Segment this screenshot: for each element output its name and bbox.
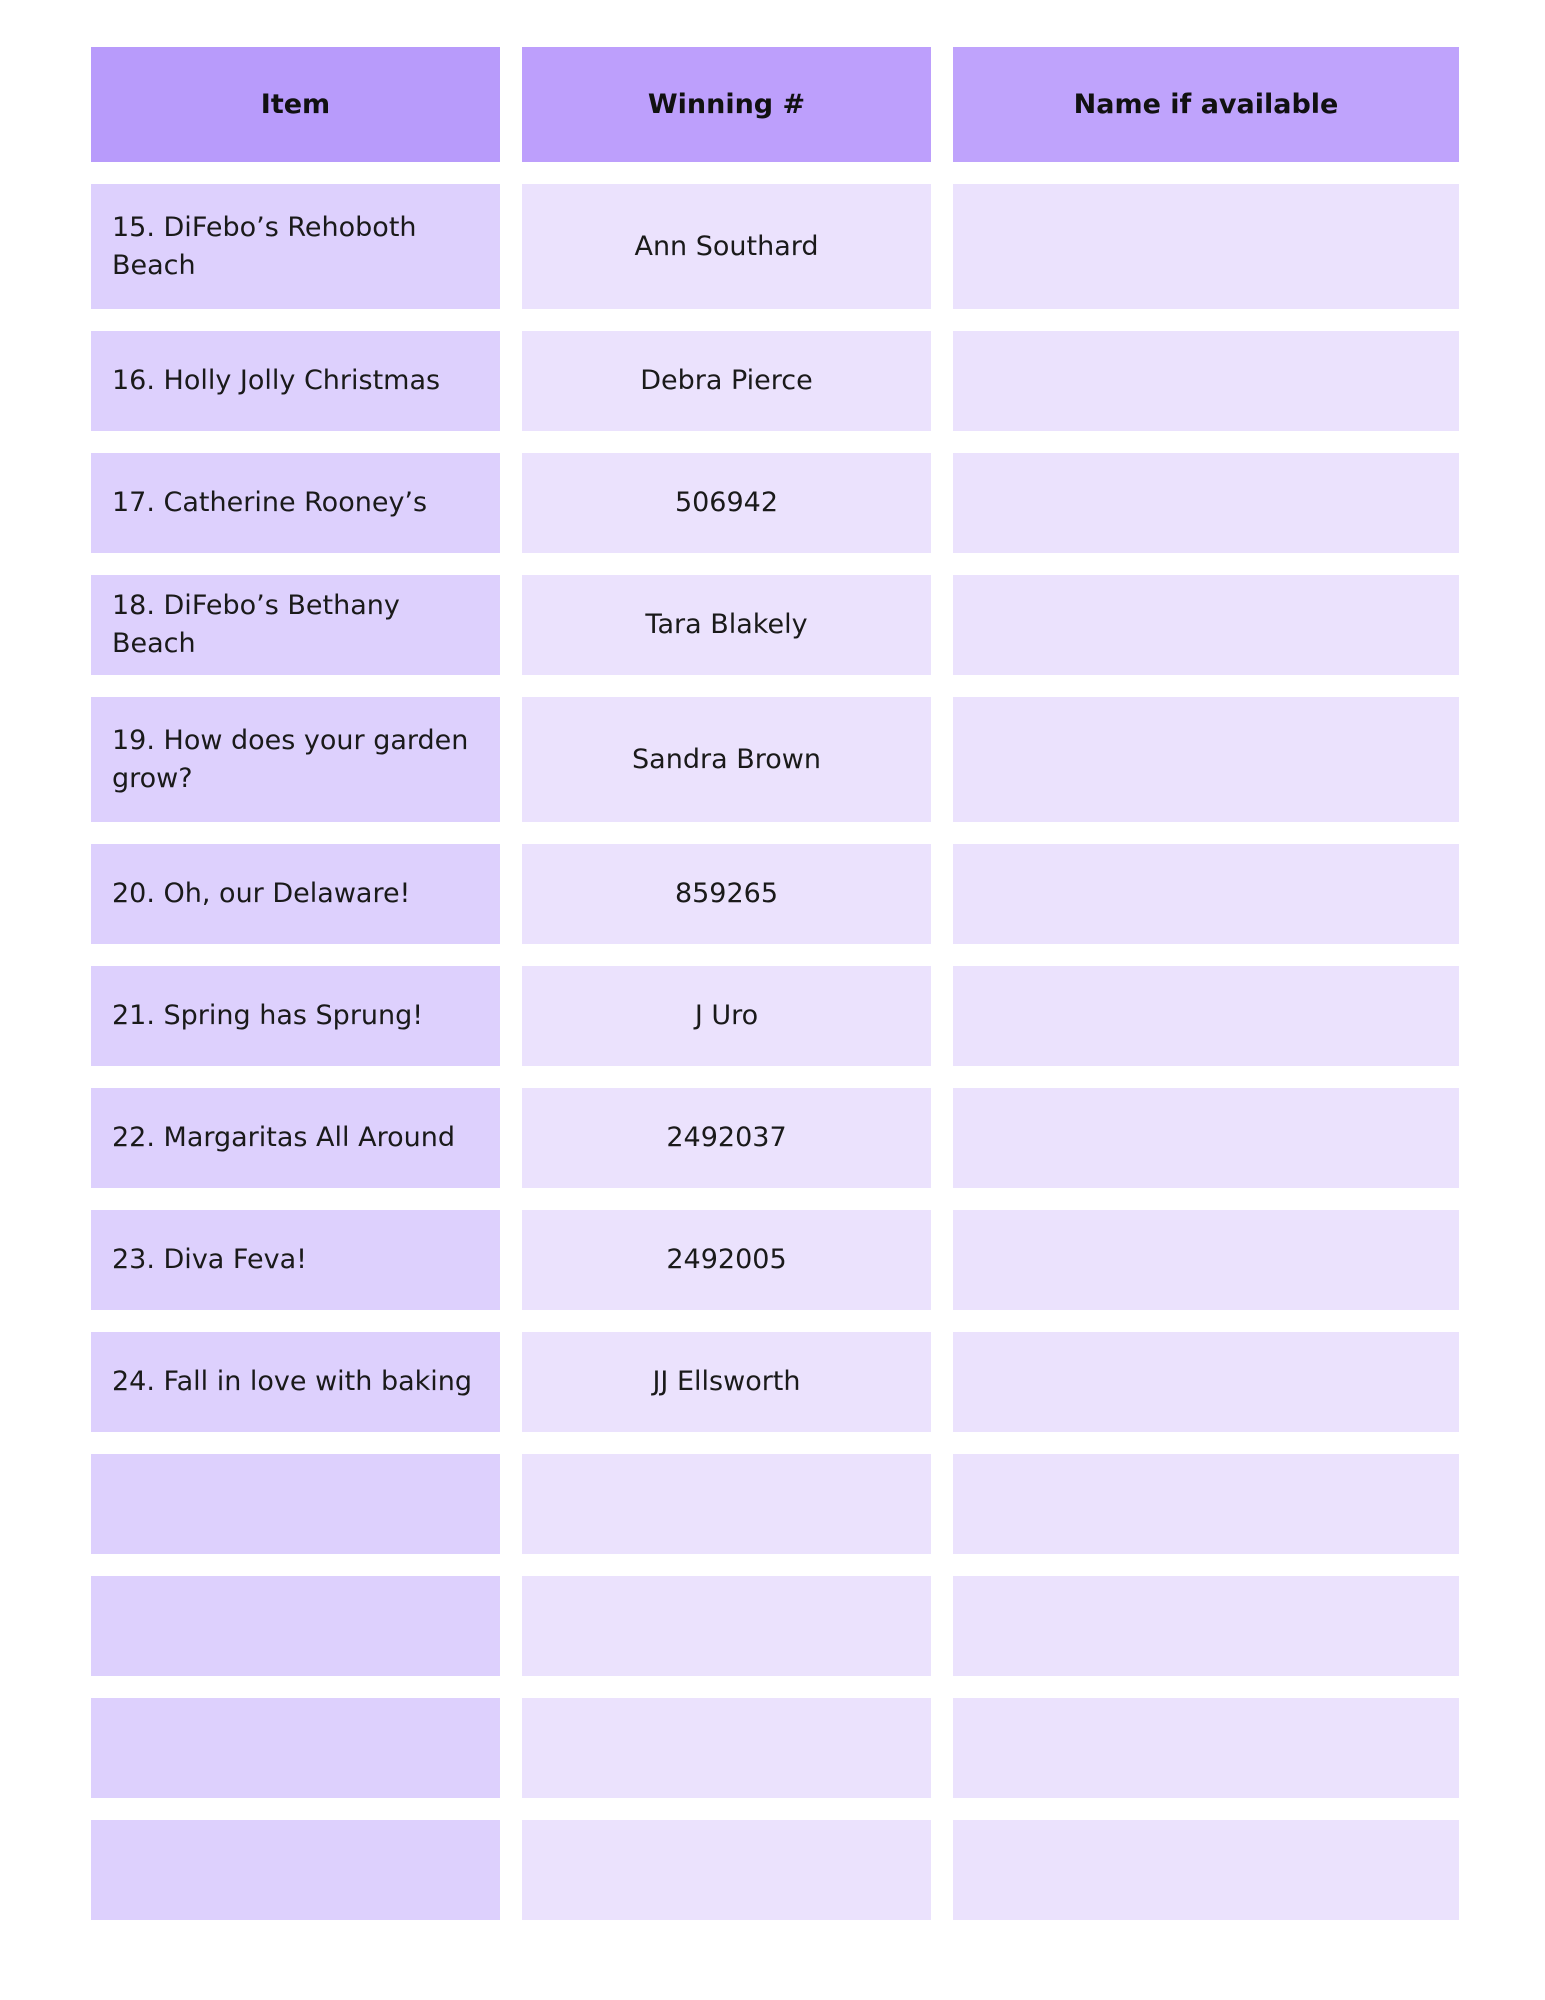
table-row: [91, 1820, 1459, 1920]
item-cell: [91, 1576, 500, 1676]
table-row: [91, 331, 1459, 431]
winning-cell: Debra Pierce: [522, 331, 931, 431]
item-cell: 19. How does your garden grow?: [91, 697, 500, 822]
name-cell: [953, 184, 1459, 309]
winners-table: [91, 47, 1459, 1942]
table-row: [91, 1454, 1459, 1554]
name-cell: [953, 1820, 1459, 1920]
name-cell: [953, 453, 1459, 553]
name-cell: [953, 1576, 1459, 1676]
table-row: [91, 575, 1459, 675]
table-row: [91, 844, 1459, 944]
header-item: Item: [91, 47, 500, 162]
header-name-if-available: Name if available: [953, 47, 1459, 162]
name-cell: [953, 1210, 1459, 1310]
table-row: [91, 966, 1459, 1066]
winning-cell: 506942: [522, 453, 931, 553]
winning-cell: [522, 1820, 931, 1920]
winning-cell: Ann Southard: [522, 184, 931, 309]
winning-cell: [522, 1698, 931, 1798]
name-cell: [953, 1698, 1459, 1798]
table-body: [91, 184, 1459, 1920]
item-cell: 17. Catherine Rooney’s: [91, 453, 500, 553]
winning-cell: Tara Blakely: [522, 575, 931, 675]
item-cell: 22. Margaritas All Around: [91, 1088, 500, 1188]
table-row: [91, 697, 1459, 822]
item-cell: 23. Diva Feva!: [91, 1210, 500, 1310]
item-cell: [91, 1698, 500, 1798]
winning-cell: [522, 1576, 931, 1676]
name-cell: [953, 1332, 1459, 1432]
item-cell: 18. DiFebo’s Bethany Beach: [91, 575, 500, 675]
winning-cell: 859265: [522, 844, 931, 944]
winning-cell: JJ Ellsworth: [522, 1332, 931, 1432]
item-cell: 24. Fall in love with baking: [91, 1332, 500, 1432]
winning-cell: 2492005: [522, 1210, 931, 1310]
name-cell: [953, 1088, 1459, 1188]
winning-cell: Sandra Brown: [522, 697, 931, 822]
item-cell: [91, 1454, 500, 1554]
item-cell: [91, 1820, 500, 1920]
table-row: [91, 1576, 1459, 1676]
table-row: [91, 1088, 1459, 1188]
table-row: [91, 1210, 1459, 1310]
winning-cell: [522, 1454, 931, 1554]
winning-cell: 2492037: [522, 1088, 931, 1188]
name-cell: [953, 575, 1459, 675]
item-cell: 16. Holly Jolly Christmas: [91, 331, 500, 431]
table-row: [91, 184, 1459, 309]
table-row: [91, 1332, 1459, 1432]
name-cell: [953, 331, 1459, 431]
name-cell: [953, 966, 1459, 1066]
item-cell: 20. Oh, our Delaware!: [91, 844, 500, 944]
table-row: [91, 1698, 1459, 1798]
winning-cell: J Uro: [522, 966, 931, 1066]
table-header-row: [91, 47, 1459, 162]
name-cell: [953, 1454, 1459, 1554]
item-cell: 15. DiFebo’s Rehoboth Beach: [91, 184, 500, 309]
item-cell: 21. Spring has Sprung!: [91, 966, 500, 1066]
table-row: [91, 453, 1459, 553]
name-cell: [953, 697, 1459, 822]
name-cell: [953, 844, 1459, 944]
header-winning-number: Winning #: [522, 47, 931, 162]
